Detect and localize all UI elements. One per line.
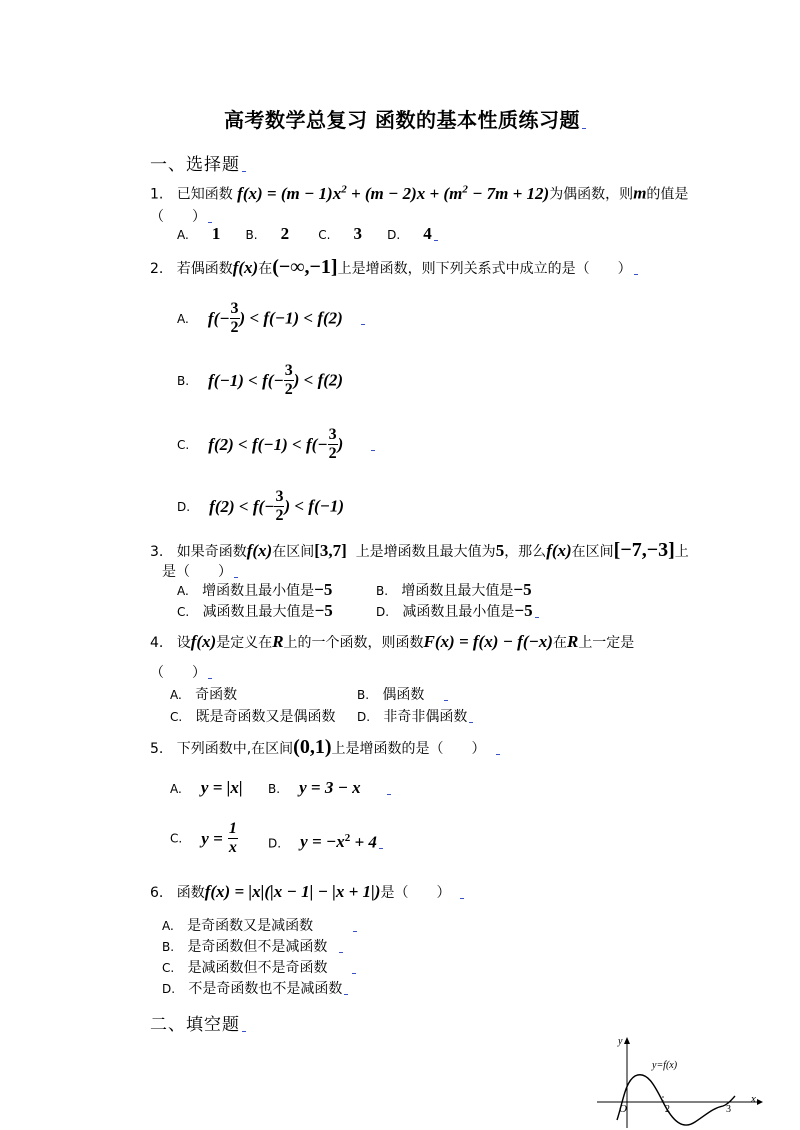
- question-text: 已知函数: [176, 186, 233, 203]
- question-5-option-d: D. $y = -x^2 + 4$: [268, 832, 383, 852]
- curve-label: y=f(x): [652, 1060, 678, 1071]
- option-c-value: 3: [353, 224, 363, 243]
- x-axis-label: x: [751, 1093, 756, 1105]
- function-graph: [595, 1030, 770, 1130]
- x-axis-arrow-icon: [757, 1099, 763, 1105]
- question-1-options: [177, 224, 438, 244]
- question-6: 6. 函数f(x) = |x|(|x − 1| − |x + 1|)是（ ）: [150, 882, 464, 902]
- question-6-option-d: D. 不是奇函数也不是减函数: [162, 978, 348, 998]
- question-4: 4. 设f(x)是定义在R上的一个函数，则函数F(x) = f(x) − f(−x)在R上一定是: [150, 632, 635, 651]
- option-c-label: C.: [318, 228, 331, 242]
- question-2-option-a: A. f(− $\frac{3}{2}$ ) < f(−1) < f(2): [177, 300, 365, 337]
- question-number: 1.: [150, 186, 164, 203]
- tick-label-2: 2: [665, 1104, 670, 1115]
- question-2-option-c: C. f(2) < f(−1) < f(− $\frac{3}{2}$ ): [177, 426, 375, 463]
- option-a-value: 1: [211, 224, 221, 243]
- question-4-option-d: D. 非奇非偶函数: [357, 706, 473, 726]
- question-4-option-c: C. 既是奇函数又是偶函数: [170, 709, 336, 725]
- question-5-option-b: B. y = 3 − x: [268, 778, 391, 798]
- origin-label: O: [619, 1103, 627, 1115]
- question-6-option-c: C. 是减函数但不是奇函数: [162, 957, 356, 977]
- question-4-paren: （ ）: [150, 662, 212, 682]
- question-5-option-c: C. y = $\frac{1}{x}$: [170, 820, 237, 856]
- question-4-option-a: A. 奇函数: [170, 687, 238, 703]
- function-curve: [617, 1075, 735, 1125]
- question-5: 5. 下列函数中,在区间(0,1)上是增函数的是（ ）: [150, 736, 500, 759]
- question-6-option-a: A. 是奇函数又是减函数: [162, 915, 357, 935]
- math-expression: $f(x) = (m - 1)x^2 + (m - 2)x + (m^2 - 7m + 12)$: [237, 183, 550, 203]
- option-a-label: A.: [177, 228, 189, 242]
- question-5-option-a: A. y = |x|: [170, 778, 243, 797]
- y-axis-arrow-icon: [624, 1037, 630, 1044]
- question-4-option-b: B. 偶函数: [357, 684, 448, 704]
- y-axis-label: y: [618, 1036, 623, 1047]
- tick-label-3: 3: [726, 1104, 731, 1115]
- option-b-label: B.: [245, 228, 258, 242]
- question-3: 3. 如果奇函数f(x)在区间[3,7] 上是增函数且最大值为5，那么f(x)在区间[−7,−3]上: [150, 539, 689, 561]
- question-1: 1. 已知函数 $f(x) = (m - 1)x^2 + (m - 2)x + (m^2 - 7m + 12)$为偶函数，则m的值是: [150, 183, 689, 203]
- page-title: 高考数学总复习 函数的基本性质练习题: [224, 104, 586, 133]
- section-heading-choice: 一、选择题: [150, 150, 246, 175]
- option-b-value: 2: [280, 224, 290, 243]
- question-3-option-d: D. 减函数且最小值是−5: [376, 601, 539, 621]
- question-2-option-d: D. f(2) < f(− $\frac{3}{2}$ ) < f(−1): [177, 488, 345, 524]
- question-2: 2. 若偶函数f(x)在(−∞,−1]上是增函数，则下列关系式中成立的是（ ）: [150, 256, 638, 279]
- option-d-value: 4: [423, 224, 432, 243]
- question-3-option-a: A. 增函数且最小值是−5: [177, 580, 333, 599]
- question-3-line2: 是（ ）: [162, 561, 238, 581]
- question-3-option-c: C. 减函数且最大值是−5: [177, 601, 333, 620]
- question-2-option-b: B. f(−1) < f(− $\frac{3}{2}$ ) < f(2): [177, 362, 344, 398]
- option-d-label: D.: [387, 228, 401, 242]
- question-3-option-b: B. 增函数且最大值是−5: [376, 580, 532, 599]
- question-6-option-b: B. 是奇函数但不是减函数: [162, 936, 343, 956]
- question-1-paren: （ ）: [150, 206, 212, 226]
- section-heading-fill: 二、填空题: [150, 1010, 246, 1035]
